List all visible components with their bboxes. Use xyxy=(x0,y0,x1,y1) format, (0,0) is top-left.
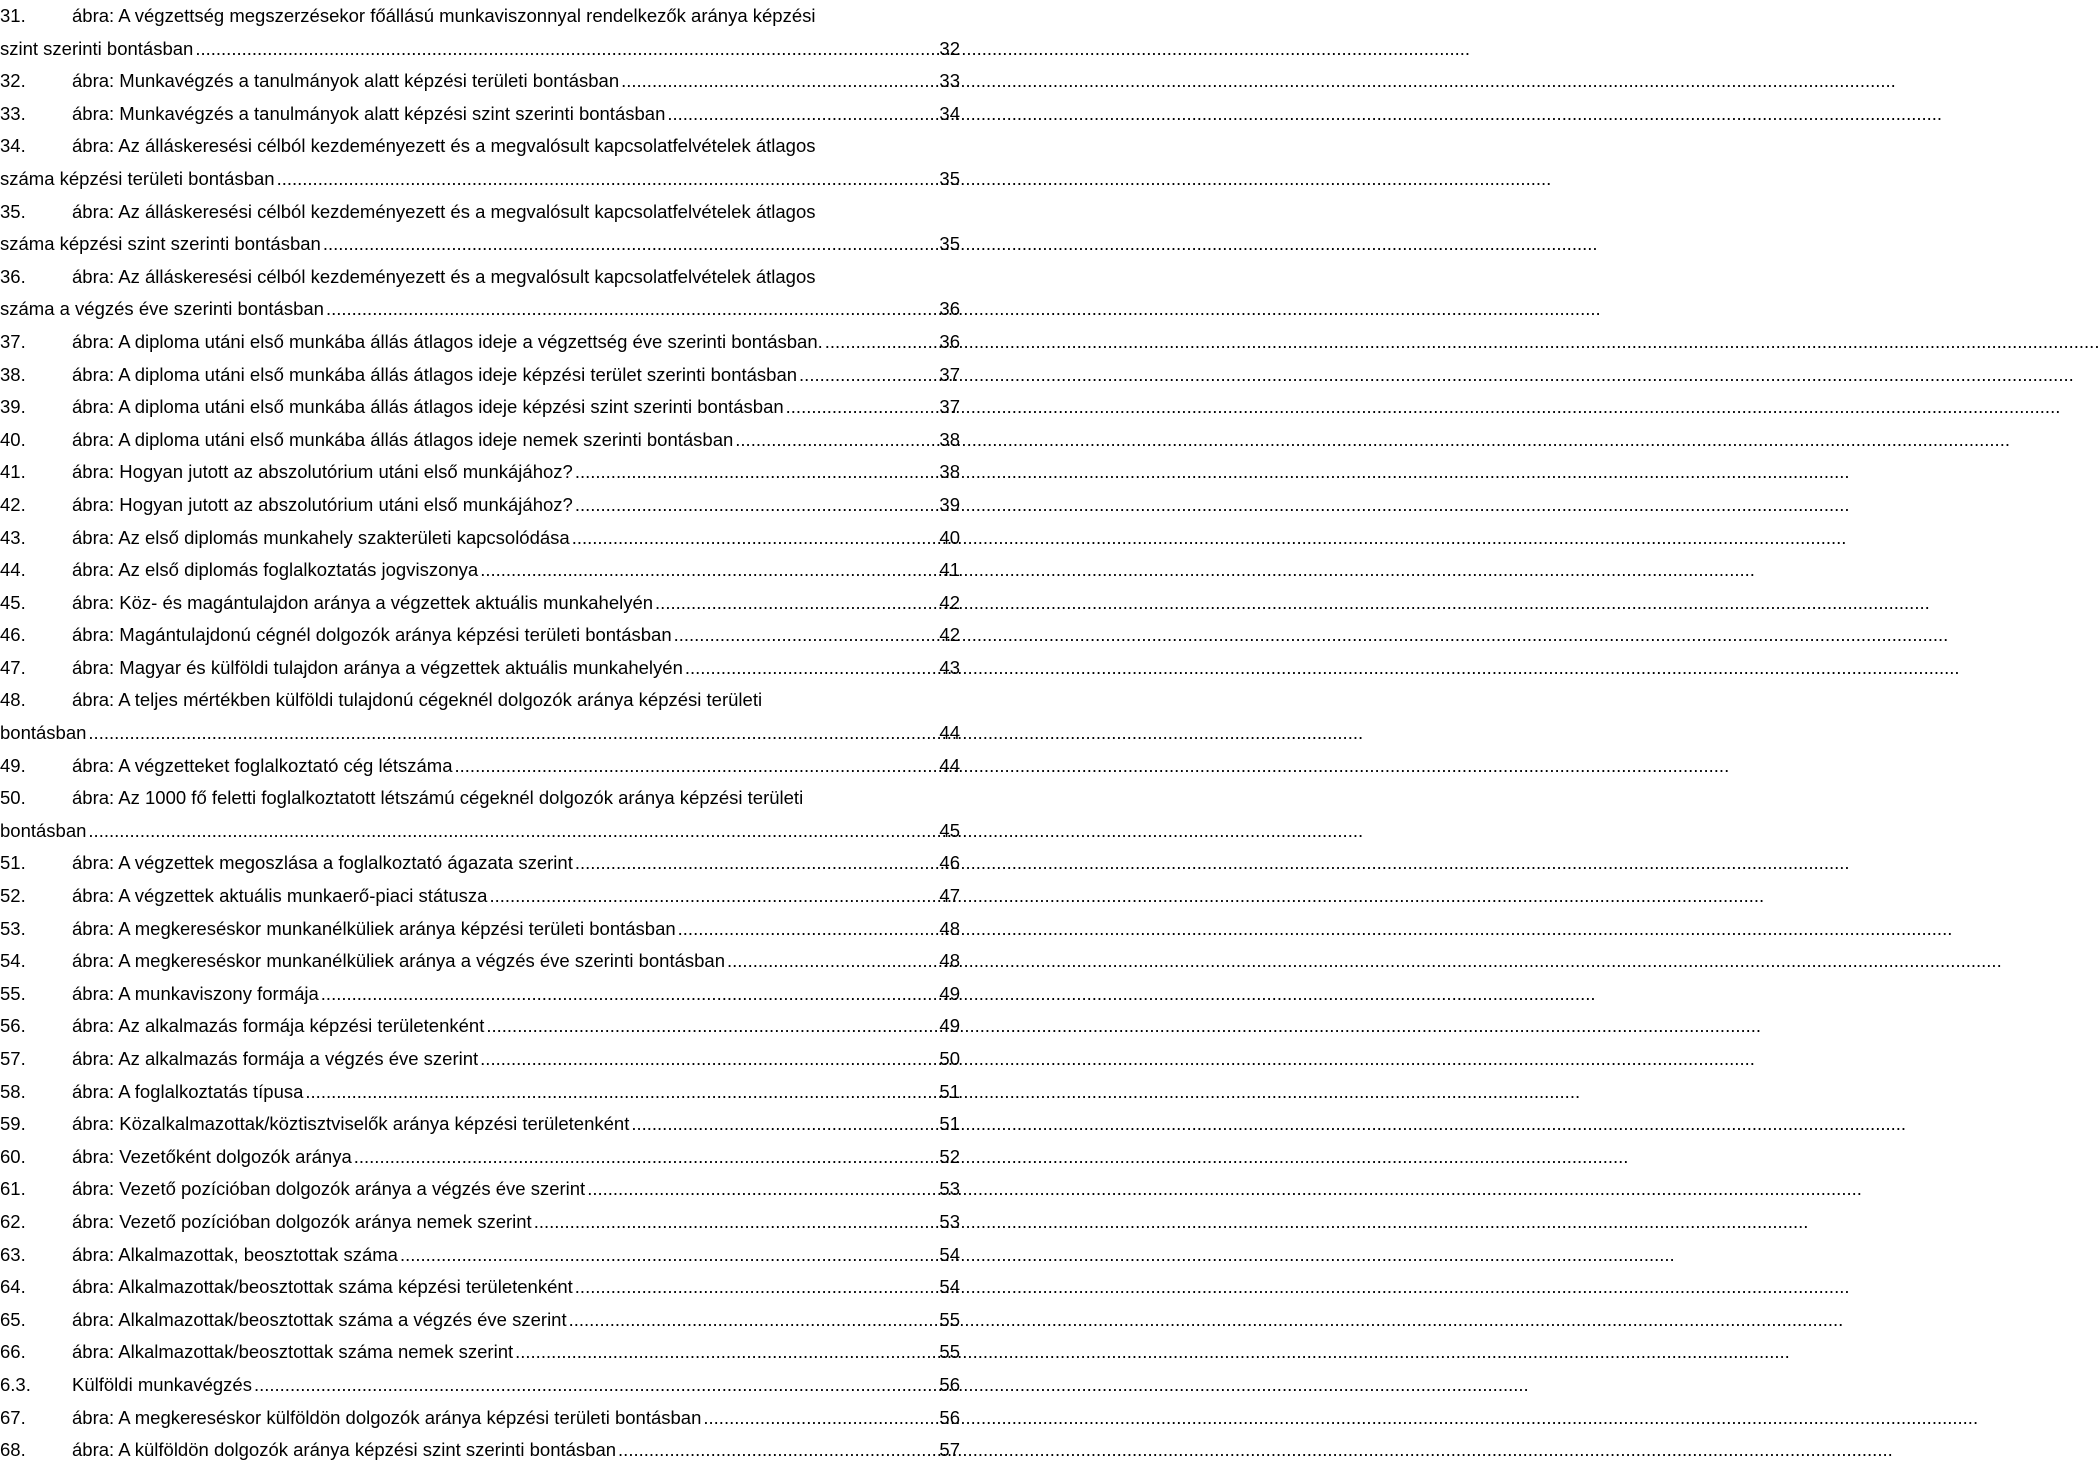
toc-leader-dots xyxy=(667,98,937,131)
toc-leader-dots xyxy=(735,424,937,457)
toc-entry-title: ábra: A külföldön dolgozók aránya képzési szint szerinti bontásban xyxy=(72,1439,617,1461)
toc-entry-line xyxy=(0,1402,960,1435)
toc-entry-line xyxy=(0,391,960,424)
toc-page-number: 36 xyxy=(939,330,960,352)
toc-entry-title: ábra: Hogyan jutott az abszolutórium utáni első munkájához? xyxy=(72,461,573,483)
toc-entry-line xyxy=(0,554,960,587)
toc-leader-dots xyxy=(575,847,938,880)
toc-entry[interactable] xyxy=(0,65,960,98)
toc-entry-number: 49. xyxy=(0,754,26,776)
toc-entry-number: 41. xyxy=(0,461,26,483)
toc-leader-dots xyxy=(455,750,938,783)
toc-page-number: 42 xyxy=(939,591,960,613)
table-of-figures xyxy=(0,0,960,1467)
toc-page-number: 56 xyxy=(939,1373,960,1395)
toc-page-number: 55 xyxy=(939,1308,960,1330)
toc-entry[interactable] xyxy=(0,391,960,424)
toc-page-number: 51 xyxy=(939,1113,960,1135)
toc-entry-title-continuation: szint szerinti bontásban xyxy=(0,37,194,59)
toc-entry-number: 61. xyxy=(0,1178,26,1200)
toc-leader-dots xyxy=(799,359,937,392)
toc-leader-dots xyxy=(703,1402,937,1435)
toc-entry-title: ábra: Az 1000 fő feletti foglalkoztatott létszámú cégeknél dolgozók aránya képzési területi xyxy=(72,787,804,809)
toc-entry-number: 52. xyxy=(0,885,26,907)
toc-entry[interactable] xyxy=(0,1336,960,1369)
toc-entry-title: ábra: Magántulajdonú cégnél dolgozók aránya képzési területi bontásban xyxy=(72,624,672,646)
toc-leader-dots xyxy=(575,489,938,522)
toc-entry-number: 68. xyxy=(0,1439,26,1461)
toc-leader-dots xyxy=(354,1141,938,1174)
toc-page-number: 47 xyxy=(939,885,960,907)
toc-entry-title-continuation: száma a végzés éve szerinti bontásban xyxy=(0,298,324,320)
toc-entry-title: ábra: A diploma utáni első munkába állás átlagos ideje nemek szerinti bontásban xyxy=(72,428,734,450)
toc-page-number: 53 xyxy=(939,1210,960,1232)
toc-entry-line xyxy=(0,1173,960,1206)
toc-page-number: 56 xyxy=(939,1406,960,1428)
toc-entry-line xyxy=(0,1239,960,1272)
toc-entry-title: ábra: Az alkalmazás formája képzési területenként xyxy=(72,1015,485,1037)
toc-entry-line xyxy=(0,1206,960,1239)
toc-entry-number: 65. xyxy=(0,1308,26,1330)
toc-entry-line xyxy=(0,0,960,33)
toc-entry[interactable] xyxy=(0,554,960,587)
toc-entry-number: 54. xyxy=(0,950,26,972)
toc-entry-number: 64. xyxy=(0,1276,26,1298)
toc-page-number: 43 xyxy=(939,656,960,678)
toc-page-number: 44 xyxy=(939,722,960,744)
toc-entry-title: ábra: Vezető pozícióban dolgozók aránya nemek szerint xyxy=(72,1210,532,1232)
toc-page-number: 44 xyxy=(939,754,960,776)
toc-entry-number: 34. xyxy=(0,135,26,157)
toc-entry-number: 36. xyxy=(0,265,26,287)
toc-page-number: 37 xyxy=(939,363,960,385)
toc-page-number: 39 xyxy=(939,493,960,515)
toc-entry-line xyxy=(0,782,960,815)
toc-entry-line xyxy=(0,424,960,457)
toc-entry-number: 66. xyxy=(0,1341,26,1363)
toc-entry-number: 33. xyxy=(0,102,26,124)
toc-entry-line xyxy=(0,684,960,717)
toc-entry-title: ábra: Az álláskeresési célból kezdeményezett és a megvalósult kapcsolatfelvételek átlagos xyxy=(72,200,816,222)
toc-page-number: 32 xyxy=(939,37,960,59)
toc-entry[interactable] xyxy=(0,359,960,392)
toc-entry[interactable] xyxy=(0,1402,960,1435)
toc-leader-dots xyxy=(534,1206,938,1239)
toc-leader-dots xyxy=(321,978,938,1011)
toc-page-number: 45 xyxy=(939,819,960,841)
toc-entry-number: 63. xyxy=(0,1243,26,1265)
toc-entry-line xyxy=(0,98,960,131)
toc-entry-line xyxy=(0,1304,960,1337)
toc-entry-line xyxy=(0,847,960,880)
toc-page-number: 53 xyxy=(939,1178,960,1200)
toc-page-number: 37 xyxy=(939,396,960,418)
toc-entry[interactable] xyxy=(0,424,960,457)
toc-leader-dots xyxy=(575,456,938,489)
toc-leader-dots xyxy=(326,293,937,326)
toc-entry[interactable] xyxy=(0,1043,960,1076)
toc-page-number: 54 xyxy=(939,1276,960,1298)
toc-entry[interactable] xyxy=(0,750,960,783)
toc-entry-line xyxy=(0,456,960,489)
toc-page-number: 46 xyxy=(939,852,960,874)
toc-entry-number: 53. xyxy=(0,917,26,939)
toc-entry-title: ábra: A megkereséskor külföldön dolgozók aránya képzési területi bontásban xyxy=(72,1406,702,1428)
toc-entry-continuation-line xyxy=(0,815,960,848)
toc-entry[interactable] xyxy=(0,1076,960,1109)
toc-page-number: 48 xyxy=(939,917,960,939)
toc-entry-title-continuation: bontásban xyxy=(0,819,87,841)
toc-entry-number: 57. xyxy=(0,1048,26,1069)
toc-entry-line xyxy=(0,978,960,1011)
toc-entry-line xyxy=(0,1434,960,1467)
toc-leader-dots xyxy=(618,1434,937,1467)
toc-leader-dots xyxy=(515,1336,937,1369)
toc-leader-dots xyxy=(786,391,938,424)
toc-leader-dots xyxy=(621,65,937,98)
toc-entry-number: 60. xyxy=(0,1145,26,1167)
toc-leader-dots xyxy=(631,1108,937,1141)
toc-entry[interactable] xyxy=(0,1434,960,1467)
toc-entry-title: ábra: A megkereséskor munkanélküliek aránya a végzés éve szerinti bontásban xyxy=(72,950,726,972)
toc-entry-title: ábra: Vezető pozícióban dolgozók aránya a végzés éve szerint xyxy=(72,1178,586,1200)
toc-entry-number: 55. xyxy=(0,982,26,1004)
toc-entry-number: 47. xyxy=(0,656,26,678)
toc-entry-number: 51. xyxy=(0,852,26,874)
toc-entry-line xyxy=(0,913,960,946)
toc-entry-title: ábra: Az álláskeresési célból kezdeményezett és a megvalósult kapcsolatfelvételek átlagos xyxy=(72,265,816,287)
toc-entry-number: 50. xyxy=(0,787,26,809)
toc-entry[interactable] xyxy=(0,684,960,749)
toc-entry-title: ábra: Hogyan jutott az abszolutórium utáni első munkájához? xyxy=(72,493,573,515)
toc-entry-title: ábra: Az első diplomás munkahely szakterületi kapcsolódása xyxy=(72,526,570,548)
toc-entry-line xyxy=(0,1010,960,1043)
toc-entry-line xyxy=(0,359,960,392)
toc-entry-title: ábra: Vezetőként dolgozók aránya xyxy=(72,1145,352,1167)
toc-leader-dots xyxy=(575,1271,938,1304)
toc-entry-line xyxy=(0,196,960,229)
toc-entry-number: 45. xyxy=(0,591,26,613)
toc-page-number: 40 xyxy=(939,526,960,548)
toc-entry-title: ábra: Magyar és külföldi tulajdon aránya a végzettek aktuális munkahelyén xyxy=(72,656,683,678)
toc-entry-number: 40. xyxy=(0,428,26,450)
toc-entry-line xyxy=(0,1271,960,1304)
toc-page-number: 57 xyxy=(939,1439,960,1461)
toc-entry-continuation-line xyxy=(0,163,960,196)
toc-entry-title: ábra: Az álláskeresési célból kezdeményezett és a megvalósult kapcsolatfelvételek átlagos xyxy=(72,135,816,157)
toc-entry-continuation-line xyxy=(0,228,960,261)
toc-entry-number: 38. xyxy=(0,363,26,385)
toc-leader-dots xyxy=(489,880,937,913)
toc-entry-number: 44. xyxy=(0,559,26,581)
toc-entry-line xyxy=(0,880,960,913)
toc-leader-dots xyxy=(486,1010,937,1043)
toc-entry-title: ábra: Az első diplomás foglalkoztatás jogviszonya xyxy=(72,559,479,581)
toc-entry-line xyxy=(0,619,960,652)
toc-page-number: 52 xyxy=(939,1145,960,1167)
toc-entry[interactable] xyxy=(0,1108,960,1141)
toc-entry-title: ábra: A diploma utáni első munkába állás átlagos ideje képzési szint szerinti bontásban xyxy=(72,396,784,418)
toc-entry-number: 31. xyxy=(0,5,26,26)
toc-leader-dots xyxy=(569,1304,938,1337)
toc-entry[interactable] xyxy=(0,913,960,946)
toc-entry[interactable] xyxy=(0,652,960,685)
toc-entry-number: 59. xyxy=(0,1113,26,1135)
toc-entry-title: ábra: A végzettek megoszlása a foglalkoztató ágazata szerint xyxy=(72,852,573,874)
toc-entry-title: ábra: A teljes mértékben külföldi tulajdonú cégeknél dolgozók aránya képzési területi xyxy=(72,689,763,711)
toc-leader-dots xyxy=(480,1043,937,1076)
toc-entry-number: 56. xyxy=(0,1015,26,1037)
toc-entry-title: ábra: A végzettség megszerzésekor főállású munkaviszonnyal rendelkezők aránya képzési xyxy=(72,5,816,26)
toc-page-number: 54 xyxy=(939,1243,960,1265)
toc-entry-number: 6.3. xyxy=(0,1373,31,1395)
toc-entry[interactable] xyxy=(0,880,960,913)
toc-entry-line xyxy=(0,261,960,294)
toc-leader-dots xyxy=(727,945,937,978)
toc-page-number: 35 xyxy=(939,167,960,189)
toc-entry[interactable] xyxy=(0,489,960,522)
toc-page-number: 36 xyxy=(939,298,960,320)
toc-entry[interactable] xyxy=(0,130,960,195)
toc-entry-title: ábra: Köz- és magántulajdon aránya a végzettek aktuális munkahelyén xyxy=(72,591,654,613)
toc-entry-title: ábra: Közalkalmazottak/köztisztviselők aránya képzési területenként xyxy=(72,1113,630,1135)
toc-entry[interactable] xyxy=(0,1010,960,1043)
toc-leader-dots xyxy=(572,522,938,555)
toc-entry-title: ábra: A végzetteket foglalkoztató cég létszáma xyxy=(72,754,453,776)
toc-entry-number: 42. xyxy=(0,493,26,515)
toc-entry[interactable] xyxy=(0,456,960,489)
toc-entry-number: 67. xyxy=(0,1406,26,1428)
toc-entry-line xyxy=(0,489,960,522)
toc-entry-number: 46. xyxy=(0,624,26,646)
toc-entry[interactable] xyxy=(0,1173,960,1206)
toc-entry[interactable] xyxy=(0,261,960,326)
toc-leader-dots xyxy=(254,1369,937,1402)
toc-entry-line xyxy=(0,522,960,555)
toc-entry-number: 58. xyxy=(0,1080,26,1102)
toc-entry[interactable] xyxy=(0,847,960,880)
toc-page-number: 35 xyxy=(939,233,960,255)
toc-entry-title-continuation: száma képzési területi bontásban xyxy=(0,167,275,189)
toc-entry-line xyxy=(0,1141,960,1174)
toc-page-number: 49 xyxy=(939,1015,960,1037)
toc-entry-number: 43. xyxy=(0,526,26,548)
toc-entry[interactable] xyxy=(0,587,960,620)
toc-entry-number: 62. xyxy=(0,1210,26,1232)
toc-entry-title: ábra: A foglalkoztatás típusa xyxy=(72,1080,304,1102)
toc-entry-title: ábra: Alkalmazottak/beosztottak száma nemek szerint xyxy=(72,1341,514,1363)
toc-leader-dots xyxy=(88,815,937,848)
toc-page-number: 51 xyxy=(939,1080,960,1102)
toc-entry[interactable] xyxy=(0,1271,960,1304)
toc-entry-title: Külföldi munkavégzés xyxy=(72,1373,252,1395)
toc-page-number: 33 xyxy=(939,70,960,92)
toc-entry-title-continuation: száma képzési szint szerinti bontásban xyxy=(0,233,321,255)
toc-entry[interactable] xyxy=(0,326,960,359)
toc-entry-title: ábra: A végzettek aktuális munkaerő-piaci státusza xyxy=(72,885,488,907)
toc-entry-line xyxy=(0,1108,960,1141)
toc-page-number: 49 xyxy=(939,982,960,1004)
toc-page-number: 42 xyxy=(939,624,960,646)
toc-entry[interactable] xyxy=(0,1206,960,1239)
toc-leader-dots xyxy=(195,33,937,66)
toc-entry-line xyxy=(0,1336,960,1369)
toc-entry-title: ábra: Munkavégzés a tanulmányok alatt képzési területi bontásban xyxy=(72,70,620,92)
toc-entry-title: ábra: Alkalmazottak/beosztottak száma a végzés éve szerint xyxy=(72,1308,567,1330)
toc-page-number: 41 xyxy=(939,559,960,581)
toc-entry-continuation-line xyxy=(0,293,960,326)
toc-entry[interactable] xyxy=(0,978,960,1011)
toc-leader-dots xyxy=(678,913,938,946)
toc-page-number: 38 xyxy=(939,461,960,483)
toc-page-number: 48 xyxy=(939,950,960,972)
toc-leader-dots xyxy=(825,326,938,359)
toc-entry[interactable] xyxy=(0,1141,960,1174)
toc-entry[interactable] xyxy=(0,196,960,261)
toc-entry-title: ábra: Alkalmazottak/beosztottak száma képzési területenként xyxy=(72,1276,573,1298)
toc-entry-line xyxy=(0,65,960,98)
toc-entry[interactable] xyxy=(0,0,960,65)
toc-entry-title: ábra: Az alkalmazás formája a végzés éve szerint xyxy=(72,1048,479,1069)
toc-page-number: 38 xyxy=(939,428,960,450)
toc-entry-title: ábra: A munkaviszony formája xyxy=(72,982,319,1004)
toc-entry-line xyxy=(0,1076,960,1109)
toc-entry-title-continuation: bontásban xyxy=(0,722,87,744)
toc-entry-number: 39. xyxy=(0,396,26,418)
toc-leader-dots xyxy=(685,652,938,685)
toc-entry-line xyxy=(0,652,960,685)
toc-leader-dots xyxy=(277,163,938,196)
toc-entry[interactable] xyxy=(0,782,960,847)
toc-entry-line xyxy=(0,1369,960,1402)
toc-entry[interactable] xyxy=(0,98,960,131)
toc-page-number: 55 xyxy=(939,1341,960,1363)
toc-entry-title: ábra: A megkereséskor munkanélküliek aránya képzési területi bontásban xyxy=(72,917,676,939)
toc-entry[interactable] xyxy=(0,945,960,978)
toc-leader-dots xyxy=(480,554,937,587)
toc-entry-number: 37. xyxy=(0,330,26,352)
toc-entry-number: 35. xyxy=(0,200,26,222)
toc-entry-title: ábra: Alkalmazottak, beosztottak száma xyxy=(72,1243,398,1265)
toc-leader-dots xyxy=(655,587,937,620)
toc-entry[interactable] xyxy=(0,619,960,652)
toc-entry-line xyxy=(0,130,960,163)
toc-entry-line xyxy=(0,750,960,783)
toc-leader-dots xyxy=(587,1173,937,1206)
toc-leader-dots xyxy=(400,1239,937,1272)
toc-leader-dots xyxy=(674,619,938,652)
toc-entry-number: 48. xyxy=(0,689,26,711)
toc-leader-dots xyxy=(88,717,937,750)
toc-entry-line xyxy=(0,326,960,359)
toc-entry[interactable] xyxy=(0,1239,960,1272)
toc-entry-line xyxy=(0,945,960,978)
toc-entry[interactable] xyxy=(0,1369,960,1402)
toc-entry-title: ábra: A diploma utáni első munkába állás átlagos ideje képzési terület szerinti bontásban xyxy=(72,363,798,385)
toc-entry-continuation-line xyxy=(0,717,960,750)
toc-entry-line xyxy=(0,587,960,620)
toc-entry-line xyxy=(0,1043,960,1076)
toc-entry-continuation-line xyxy=(0,33,960,66)
toc-leader-dots xyxy=(305,1076,937,1109)
toc-page-number: 34 xyxy=(939,102,960,124)
toc-entry[interactable] xyxy=(0,1304,960,1337)
toc-page-number: 50 xyxy=(939,1048,960,1069)
toc-leader-dots xyxy=(323,228,938,261)
toc-entry-number: 32. xyxy=(0,70,26,92)
toc-entry-title: ábra: Munkavégzés a tanulmányok alatt képzési szint szerinti bontásban xyxy=(72,102,666,124)
toc-entry-title: ábra: A diploma utáni első munkába állás átlagos ideje a végzettség éve szerinti bontásban. xyxy=(72,330,823,352)
toc-entry[interactable] xyxy=(0,522,960,555)
